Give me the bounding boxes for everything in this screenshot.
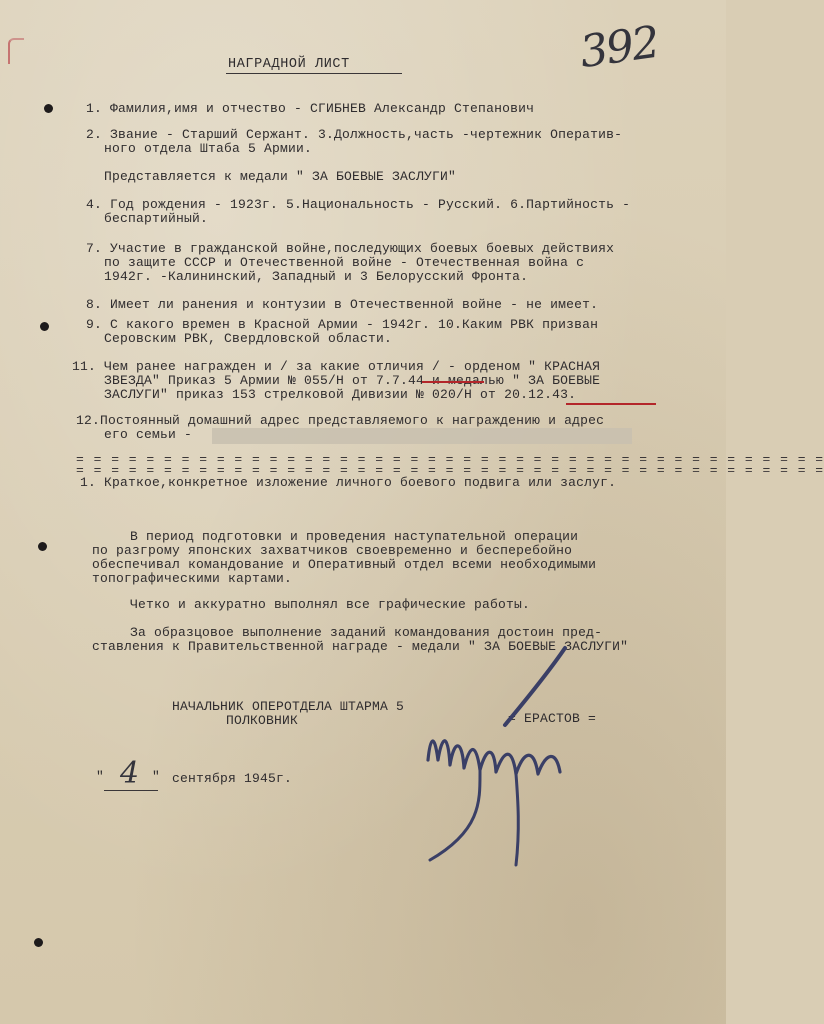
item-7-participation-line1: 7. Участие в гражданской войне,последующих боевых боевых действиях [86, 241, 615, 256]
document-title: НАГРАДНОЙ ЛИСТ [228, 57, 350, 72]
signature [420, 640, 600, 870]
item-1-name: 1. Фамилия,имя и отчество - СГИБНЕВ Александр Степанович [86, 101, 535, 116]
item-7-participation-line2: по защите СССР и Отечественной войне - Отечественная война с [104, 255, 585, 270]
narrative-p1-line2: по разгрому японских захватчиков своевременно и бесперебойно [92, 543, 573, 558]
narrative-p1-line4: топографическими картами. [92, 571, 293, 586]
red-margin-mark [8, 38, 24, 64]
separator-line: = = = = = = = = = = = = = = = = = = = = = = = = = = = = = = = = = = = = = = = = = = = [76, 463, 824, 478]
handwritten-page-number: 392 [576, 16, 662, 79]
item-9-service-line2: Серовским РВК, Свердловской области. [104, 331, 393, 346]
item-2-rank-line2: ного отдела Штаба 5 Армии. [104, 141, 313, 156]
item-7-participation-line3: 1942г. -Калининский, Западный и 3 Белорусский Фронта. [104, 269, 529, 284]
item-2-rank-line1: 2. Звание - Старший Сержант. 3.Должность,часть -чертежник Оператив- [86, 127, 623, 142]
punch-hole [44, 104, 53, 113]
narrative-p2: Четко и аккуратно выполнял все графические работы. [130, 597, 531, 612]
title-underline [226, 73, 402, 74]
award-presented-line: Представляется к медали " ЗА БОЕВЫЕ ЗАСЛУГИ" [104, 169, 457, 184]
signer-name: = ЕРАСТОВ = [508, 711, 597, 726]
date-month-year: сентября 1945г. [172, 771, 293, 786]
punch-hole [38, 542, 47, 551]
item-12-address-line1: 12.Постоянный домашний адрес представляемого к награждению и адрес [76, 413, 605, 428]
narrative-p3-line2: ставления к Правительственной награде - медали " ЗА БОЕВЫЕ ЗАСЛУГИ" [92, 639, 629, 654]
item-11-awards-line3: ЗАСЛУГИ" приказ 153 стрелковой Дивизии № 020/Н от 20.12.43. [104, 387, 577, 402]
item-12-address-line2: его семьи - [104, 427, 193, 442]
item-9-service-line1: 9. С какого времен в Красной Армии - 1942г. 10.Каким РВК призван [86, 317, 599, 332]
date-day-handwritten: 4 [120, 756, 140, 791]
red-underline [566, 403, 656, 405]
narrative-p1-line1: В период подготовки и проведения наступательной операции [130, 529, 579, 544]
narrative-p3-line1: За образцовое выполнение заданий командования достоин пред- [130, 625, 603, 640]
separator-line: = = = = = = = = = = = = = = = = = = = = = = = = = = = = = = = = = = = = = = = = = = = [76, 452, 824, 467]
redacted-address [212, 428, 632, 444]
date-close-quote: " [152, 769, 161, 784]
date-open-quote: " [96, 769, 105, 784]
punch-hole [40, 322, 49, 331]
red-strikethrough [422, 381, 484, 383]
date-day-underline [104, 790, 158, 791]
item-4-birth-line2: беспартийный. [104, 211, 209, 226]
item-11-awards-line1: 11. Чем ранее награжден и / за какие отличия / - орденом " КРАСНАЯ [72, 359, 601, 374]
signer-rank: ПОЛКОВНИК [226, 713, 299, 728]
item-4-birth-line1: 4. Год рождения - 1923г. 5.Национальность - Русский. 6.Партийность - [86, 197, 631, 212]
item-11-awards-line2: ЗВЕЗДА" Приказ 5 Армии № 055/Н от 7.7.44 и медалью " ЗА БОЕВЫЕ [104, 373, 601, 388]
item-8-wounds: 8. Имеет ли ранения и контузии в Отечественной войне - не имеет. [86, 297, 599, 312]
punch-hole [34, 938, 43, 947]
signer-position: НАЧАЛЬНИК ОПЕРОТДЕЛА ШТАРМА 5 [172, 699, 405, 714]
narrative-p1-line3: обеспечивал командование и Оперативный отдел всеми необходимыми [92, 557, 597, 572]
section-heading: 1. Краткое,конкретное изложение личного боевого подвига или заслуг. [80, 475, 617, 490]
